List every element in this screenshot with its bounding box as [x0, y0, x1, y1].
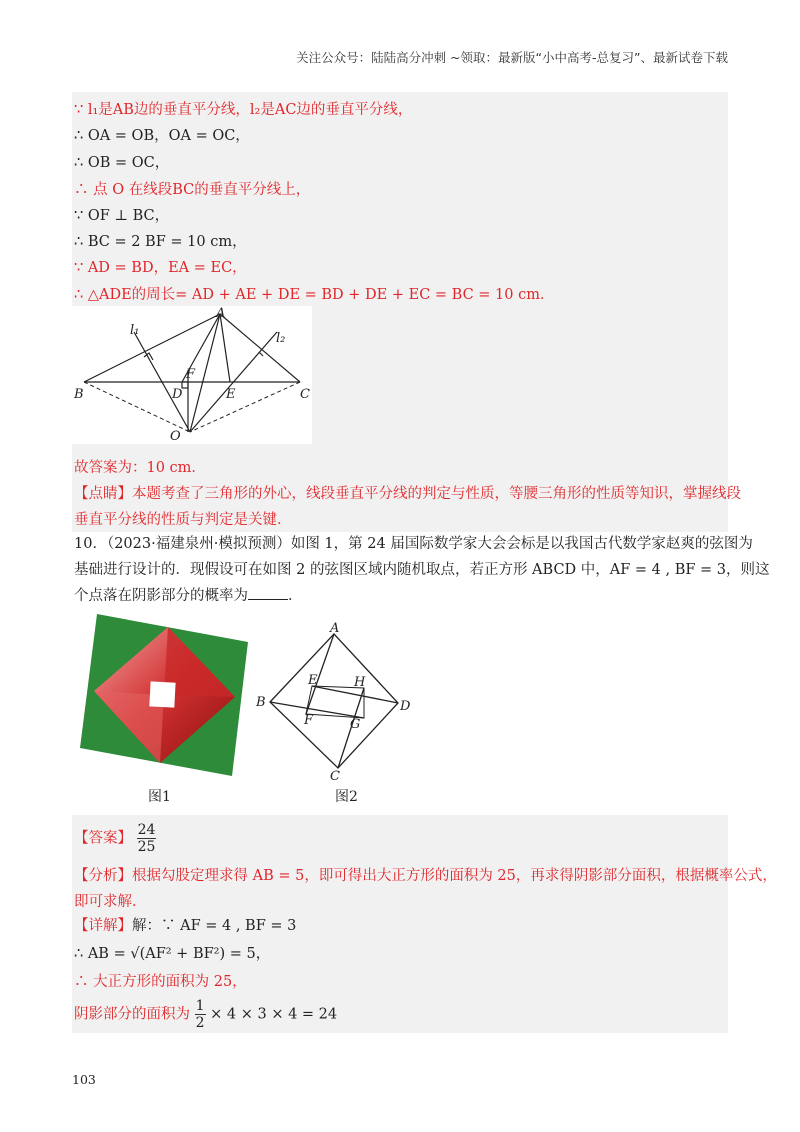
answer-blank — [248, 587, 288, 600]
label-D: D — [172, 387, 183, 402]
detail-tag: 【详解】 — [74, 918, 132, 934]
label-l2: l₂ — [276, 331, 286, 346]
analysis-tag: 【分析】 — [74, 868, 132, 884]
detail-line-2: ∴ AB = √(AF² + BF²) = 5， — [74, 946, 271, 962]
detail-line-4 — [74, 998, 337, 1031]
label-F: F — [186, 367, 196, 382]
proof-line-2: ∴ OA = OB，OA = OC， — [74, 128, 250, 144]
detail-text-1: 解：∵ AF = 4 , BF = 3 — [132, 918, 297, 934]
fig2-label-H: H — [354, 675, 366, 690]
figure-2-square — [254, 618, 414, 783]
analysis-text-1: 根据勾股定理求得 AB = 5，即可得出大正方形的面积为 25，再求得阴影部分面积，根据概率公式， — [132, 868, 777, 884]
comment-text-1: 本题考查了三角形的外心，线段垂直平分线的判定与性质，等腰三角形的性质等知识，掌握线段 — [132, 486, 741, 502]
answer-9: 故答案为：10 cm． — [74, 460, 206, 476]
comment-line-1 — [74, 482, 741, 503]
label-l1: l₁ — [130, 323, 140, 338]
fig2-label-F: F — [304, 713, 314, 728]
figure-1-logo — [80, 614, 250, 776]
answer-fraction — [137, 822, 157, 855]
fig2-label-D: D — [400, 699, 411, 714]
analysis-line-1 — [74, 864, 777, 885]
proof-line-5: ∵ OF ⊥ BC， — [74, 208, 170, 224]
detail-line-1 — [74, 914, 296, 935]
proof-line-7: ∵ AD = BD，EA = EC， — [74, 260, 247, 276]
label-E: E — [226, 387, 236, 402]
analysis-line-2: 即可求解． — [74, 894, 147, 910]
fig-caption-2: 图2 — [335, 789, 358, 805]
comment-tag: 【点睛】 — [74, 486, 132, 502]
q10-line-2: 基础进行设计的．现假设可在如图 2 的弦图区域内随机取点，若正方形 ABCD 中，AF = 4 , BF = 3，则这 — [74, 562, 770, 578]
answer-tag: 【答案】 — [74, 830, 132, 847]
label-O: O — [170, 429, 181, 444]
fig2-label-A: A — [330, 621, 340, 636]
q10-text-3: 个点落在阴影部分的概率为 — [74, 588, 248, 604]
answer-num: 24 — [137, 822, 156, 838]
label-C: C — [300, 387, 310, 402]
label-B: B — [74, 387, 84, 402]
fig2-label-C: C — [330, 769, 340, 783]
label-A: A — [216, 306, 226, 321]
fig-caption-1: 图1 — [148, 789, 171, 805]
fig2-label-E: E — [308, 673, 318, 688]
comment-line-2: 垂直平分线的性质与判定是关键． — [74, 512, 292, 528]
detail-text-4b: × 4 × 3 × 4 = 24 — [210, 1006, 338, 1023]
detail-text-4a: 阴影部分的面积为 — [74, 1006, 190, 1023]
page-number: 103 — [72, 1072, 96, 1087]
proof-line-1: ∵ l₁是AB边的垂直平分线，l₂是AC边的垂直平分线， — [74, 102, 413, 118]
half-den: 2 — [195, 1015, 205, 1031]
answer-line — [74, 822, 156, 855]
proof-line-3: ∴ OB = OC， — [74, 155, 170, 171]
q10-line-3: 个点落在阴影部分的概率为 ． — [74, 588, 303, 604]
half-num: 1 — [195, 998, 205, 1014]
proof-line-6: ∴ BC = 2 BF = 10 cm， — [74, 234, 247, 250]
answer-den: 25 — [137, 839, 156, 855]
triangle-figure — [72, 306, 312, 444]
proof-line-4: ∴ 点 O 在线段BC的垂直平分线上， — [74, 182, 311, 198]
page-header: 关注公众号：陆陆高分冲刺 ~领取：最新版“小中高考-总复习”、最新试卷下载 — [296, 50, 728, 65]
fig2-label-B: B — [256, 695, 266, 710]
proof-line-8: ∴ △ADE的周长= AD + AE + DE = BD + DE + EC = BC = 10 cm． — [74, 287, 555, 303]
half-fraction — [195, 998, 206, 1031]
fig2-label-G: G — [350, 717, 361, 732]
q10-line-1: 10．（2023·福建泉州·模拟预测）如图 1，第 24 届国际数学家大会会标是以我国古代数学家赵爽的弦图为 — [74, 536, 753, 552]
detail-line-3: ∴ 大正方形的面积为 25， — [74, 974, 247, 990]
